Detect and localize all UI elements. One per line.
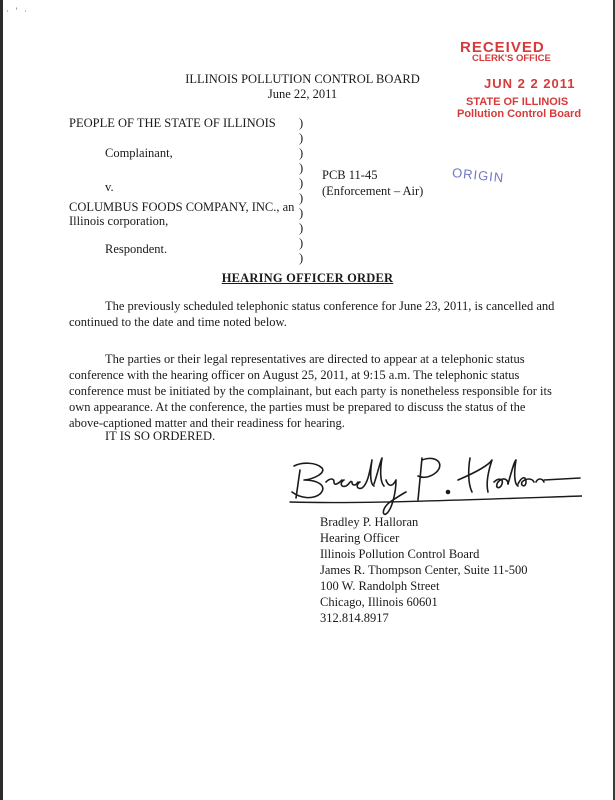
caption-paren: ) bbox=[299, 221, 304, 235]
caption-paren: ) bbox=[299, 206, 304, 220]
case-type: (Enforcement – Air) bbox=[322, 184, 424, 198]
caption-paren: ) bbox=[299, 116, 304, 130]
order-date: June 22, 2011 bbox=[267, 87, 338, 101]
caption-paren: ) bbox=[299, 236, 304, 250]
paragraph-2-line: own appearance. At the conference, the parties must be prepared to discuss the status of the bbox=[69, 400, 526, 414]
defendant-name: COLUMBUS FOODS COMPANY, INC., an bbox=[69, 200, 295, 214]
scan-edge-left bbox=[0, 0, 3, 800]
case-number: PCB 11-45 bbox=[322, 168, 378, 182]
board-name: ILLINOIS POLLUTION CONTROL BOARD bbox=[185, 72, 420, 86]
stamp-date: JUN 2 2 2011 bbox=[484, 76, 576, 91]
caption-paren: ) bbox=[299, 191, 304, 205]
paragraph-2-line: conference must be initiated by the complainant, but each party is nonetheless responsible for its bbox=[69, 384, 552, 398]
respondent-label: Respondent. bbox=[105, 242, 168, 256]
address-line-2: 100 W. Randolph Street bbox=[320, 579, 440, 593]
closing-statement: IT IS SO ORDERED. bbox=[105, 429, 216, 443]
caption-paren: ) bbox=[299, 161, 304, 175]
caption-paren: ) bbox=[299, 251, 304, 265]
stamp-state: STATE OF ILLINOIS bbox=[466, 96, 569, 108]
order-title: HEARING OFFICER ORDER bbox=[221, 271, 394, 285]
signer-organization: Illinois Pollution Control Board bbox=[320, 547, 480, 561]
paragraph-2-line: The parties or their legal representatives are directed to appear at a telephonic status bbox=[105, 352, 525, 366]
clerk-office-stamp: CLERK'S OFFICE bbox=[472, 53, 551, 64]
stamp-board: Pollution Control Board bbox=[457, 108, 582, 120]
versus-label: v. bbox=[105, 180, 114, 194]
phone-number: 312.814.8917 bbox=[320, 611, 389, 625]
caption-paren: ) bbox=[299, 146, 304, 160]
paragraph-1-line: The previously scheduled telephonic status conference for June 23, 2011, is cancelled and bbox=[105, 299, 555, 313]
handwritten-signature bbox=[282, 452, 582, 522]
signer-name: Bradley P. Halloran bbox=[320, 515, 419, 529]
signer-title: Hearing Officer bbox=[320, 531, 400, 545]
caption-paren: ) bbox=[299, 131, 304, 145]
caption-paren: ) bbox=[299, 176, 304, 190]
scan-specks: ·’· bbox=[6, 6, 33, 16]
plaintiff-name: PEOPLE OF THE STATE OF ILLINOIS bbox=[69, 116, 276, 130]
original-stamp: ORIGIN bbox=[451, 165, 505, 186]
defendant-description: Illinois corporation, bbox=[69, 214, 169, 228]
paragraph-2-line: conference with the hearing officer on August 25, 2011, at 9:15 a.m. The telephonic status bbox=[69, 368, 520, 382]
received-stamp: RECEIVED bbox=[460, 39, 545, 56]
address-city: Chicago, Illinois 60601 bbox=[320, 595, 438, 609]
paragraph-2-line: above-captioned matter and their readiness for hearing. bbox=[69, 416, 345, 430]
address-line-1: James R. Thompson Center, Suite 11-500 bbox=[320, 563, 528, 577]
paragraph-1-line: continued to the date and time noted below. bbox=[69, 315, 287, 329]
complainant-label: Complainant, bbox=[105, 146, 173, 160]
